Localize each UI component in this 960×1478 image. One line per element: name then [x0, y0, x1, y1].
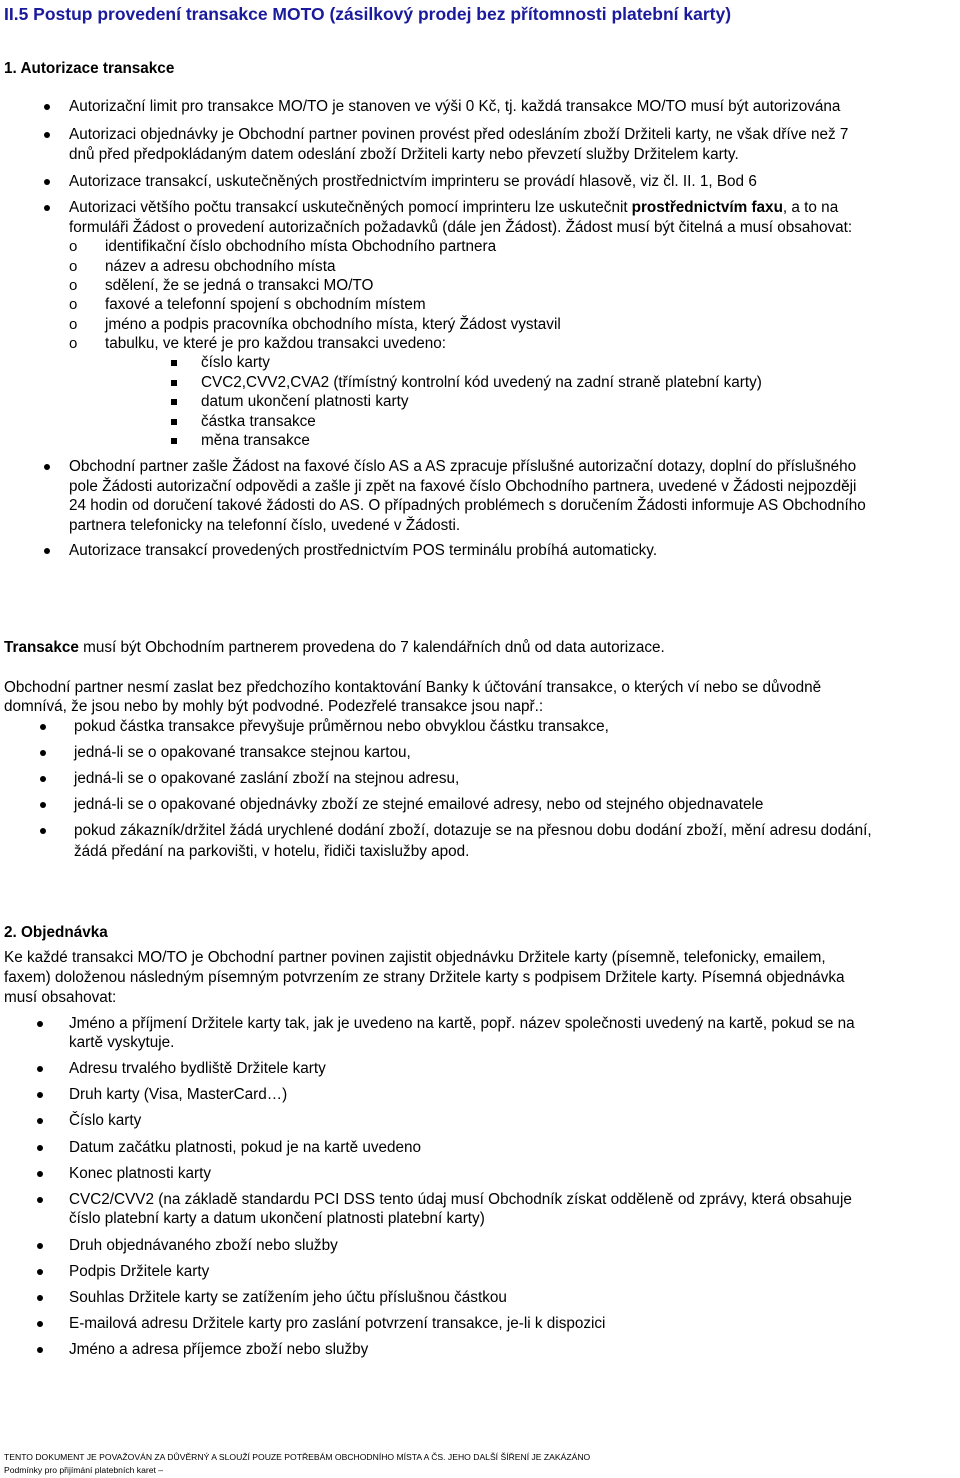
circle-bullet-icon: o [69, 238, 78, 255]
bullet-icon [44, 179, 50, 185]
list-item: Druh objednávaného zboží nebo služby [69, 1237, 338, 1254]
list-item: pokud částka transakce převyšuje průměrnou nebo obvyklou částku transakce, [74, 718, 609, 735]
bullet-icon [40, 750, 46, 756]
bullet-icon [37, 1197, 43, 1203]
bullet-text: dnů před předpokládaným datem odeslání zboží Držiteli karty nebo převzetí služby Držitelem karty. [69, 146, 739, 163]
bullet-icon [37, 1145, 43, 1151]
bullet-text [69, 218, 957, 238]
sub-item: tabulku, ve které je pro každou transakci uvedeno: [105, 335, 446, 352]
list-item: jedná-li se o opakované objednávky zboží ze stejné emailové adresy, nebo od stejného objednavatele [74, 796, 764, 813]
bullet-icon [40, 802, 46, 808]
list-item: Číslo karty [69, 1112, 142, 1129]
bullet-icon [37, 1321, 43, 1327]
text-run: formuláři Žádost o provedení autorizačních požadavků (dále jen Žádost). [69, 219, 562, 236]
bullet-icon [37, 1243, 43, 1249]
bullet-icon [37, 1021, 43, 1027]
bullet-text: Autorizace transakcí, uskutečněných prostřednictvím imprinteru se provádí hlasově, viz čl. II. 1, Bod 6 [69, 173, 757, 190]
paragraph: domnívá, že jsou nebo by mohly být podvodné. Podezřelé transakce jsou např.: [4, 698, 544, 715]
bullet-icon [37, 1066, 43, 1072]
sub-item: název a adresu obchodního místa [105, 258, 336, 275]
list-item: číslo platební karty a datum ukončení platnosti platební karty) [69, 1210, 485, 1227]
bullet-icon [40, 828, 46, 834]
paragraph: Ke každé transakci MO/TO je Obchodní partner povinen zajistit objednávku Držitele karty (písemně, telefonicky, emailem, [4, 949, 826, 966]
list-item: jedná-li se o opakované transakce stejnou kartou, [74, 744, 411, 761]
paragraph: musí obsahovat: [4, 989, 117, 1006]
bullet-icon [37, 1295, 43, 1301]
text-run: Žádost musí být čitelná a musí obsahovat: [561, 219, 853, 236]
bullet-text: Obchodní partner zašle Žádost na faxové číslo AS a AS zpracuje příslušné autorizační dotazy, doplní do příslušného [69, 458, 857, 475]
list-item: Souhlas Držitele karty se zatížením jeho účtu příslušnou částkou [69, 1289, 507, 1306]
bullet-text: Autorizační limit pro transakce MO/TO je stanoven ve výši 0 Kč, tj. každá transakce MO/TO musí být autorizována [69, 98, 841, 115]
footer-confidentiality-notice: TENTO DOKUMENT JE POVAŽOVÁN ZA DŮVĚRNÝ A SLOUŽÍ POUZE POTŘEBÁM OBCHODNÍHO MÍSTA A ČS. JEHO DALŠÍ ŠÍŘENÍ JE ZAKÁZÁNO [4, 1452, 591, 1462]
list-item: jedná-li se o opakované zaslání zboží na stejnou adresu, [74, 770, 460, 787]
bullet-text: pole Žádosti autorizační odpovědi a zašle ji zpět na faxové číslo Obchodního partnera, uvedené v Žádosti nejpozději [69, 478, 857, 495]
bullet-icon [44, 104, 50, 110]
circle-bullet-icon: o [69, 335, 78, 352]
subsub-item: částka transakce [201, 413, 316, 430]
section-1-heading: 1. Autorizace transakce [4, 60, 175, 77]
bullet-icon [37, 1118, 43, 1124]
bullet-icon [37, 1171, 43, 1177]
page-title: II.5 Postup provedení transakce MOTO (zásilkový prodej bez přítomnosti platební karty) [4, 4, 732, 24]
bullet-text: Autorizaci objednávky je Obchodní partner povinen provést před odesláním zboží Držiteli karty, ne však dříve než 7 [69, 126, 849, 143]
square-bullet-icon [171, 380, 177, 386]
subsub-item: číslo karty [201, 354, 270, 371]
list-item: Datum začátku platnosti, pokud je na kartě uvedeno [69, 1139, 422, 1156]
bullet-icon [40, 724, 46, 730]
square-bullet-icon [171, 419, 177, 425]
circle-bullet-icon: o [69, 277, 78, 294]
list-item: CVC2/CVV2 (na základě standardu PCI DSS tento údaj musí Obchodník získat odděleně od zprávy, která obsahuje [69, 1191, 852, 1208]
subsub-item: měna transakce [201, 432, 310, 449]
paragraph [4, 638, 954, 658]
list-item: E-mailová adresu Držitele karty pro zaslání potvrzení transakce, je-li k dispozici [69, 1315, 606, 1332]
subsub-item: CVC2,CVV2,CVA2 (třímístný kontrolní kód uvedený na zadní straně platební karty) [201, 374, 762, 391]
bullet-text [69, 198, 957, 218]
text-run: , a to na [782, 199, 839, 216]
subsub-item: datum ukončení platnosti karty [201, 393, 409, 410]
text-run: Autorizaci většího počtu transakcí uskutečněných pomocí imprinteru lze uskutečnit [69, 199, 628, 216]
circle-bullet-icon: o [69, 296, 78, 313]
square-bullet-icon [171, 360, 177, 366]
bullet-icon [44, 464, 50, 470]
footer-document-name: Podmínky pro přijímání platebních karet – [4, 1465, 164, 1475]
sub-item: identifikační číslo obchodního místa Obchodního partnera [105, 238, 497, 255]
bullet-text: Autorizace transakcí provedených prostřednictvím POS terminálu probíhá automaticky. [69, 542, 658, 559]
bullet-text: partnera telefonicky na telefonní číslo, uvedené v Žádosti. [69, 517, 461, 534]
bullet-icon [37, 1347, 43, 1353]
square-bullet-icon [171, 438, 177, 444]
square-bullet-icon [171, 399, 177, 405]
list-item: Jméno a příjmení Držitele karty tak, jak je uvedeno na kartě, popř. název společnosti uvedený na kartě, pokud se na [69, 1015, 855, 1032]
list-item: Adresu trvalého bydliště Držitele karty [69, 1060, 326, 1077]
section-2-heading: 2. Objednávka [4, 924, 108, 941]
list-item: Jméno a adresa příjemce zboží nebo služby [69, 1341, 369, 1358]
sub-item: faxové a telefonní spojení s obchodním místem [105, 296, 426, 313]
bullet-text: 24 hodin od doručení takové žádosti do AS. O případných problémech s doručením Žádosti informuje AS Obchodního [69, 497, 866, 514]
circle-bullet-icon: o [69, 258, 78, 275]
paragraph: Obchodní partner nesmí zaslat bez předchozího kontaktování Banky k účtování transakce, o kterých ví nebo se důvodně [4, 679, 822, 696]
text-run-bold: Transakce [4, 639, 79, 656]
list-item: žádá předání na parkovišti, v hotelu, řidiči taxislužby apod. [74, 843, 470, 860]
list-item: pokud zákazník/držitel žádá urychlené dodání zboží, dotazuje se na přesnou dobu dodání zboží, mění adresu dodání, [74, 822, 872, 839]
bullet-icon [44, 132, 50, 138]
list-item: Podpis Držitele karty [69, 1263, 210, 1280]
circle-bullet-icon: o [69, 316, 78, 333]
text-run-bold: prostřednictvím faxu [631, 199, 783, 216]
bullet-icon [40, 776, 46, 782]
paragraph: faxem) doloženou následným písemným potvrzením ze strany Držitele karty s podpisem Držitele karty. Písemná objednávka [4, 969, 845, 986]
bullet-icon [37, 1269, 43, 1275]
bullet-icon [44, 205, 50, 211]
sub-item: jméno a podpis pracovníka obchodního místa, který Žádost vystavil [105, 316, 561, 333]
list-item: Konec platnosti karty [69, 1165, 211, 1182]
text-run: musí být Obchodním partnerem provedena do 7 kalendářních dnů od data autorizace. [78, 639, 665, 656]
sub-item: sdělení, že se jedná o transakci MO/TO [105, 277, 374, 294]
bullet-icon [44, 548, 50, 554]
bullet-icon [37, 1092, 43, 1098]
list-item: Druh karty (Visa, MasterCard…) [69, 1086, 288, 1103]
list-item: kartě vyskytuje. [69, 1034, 175, 1051]
